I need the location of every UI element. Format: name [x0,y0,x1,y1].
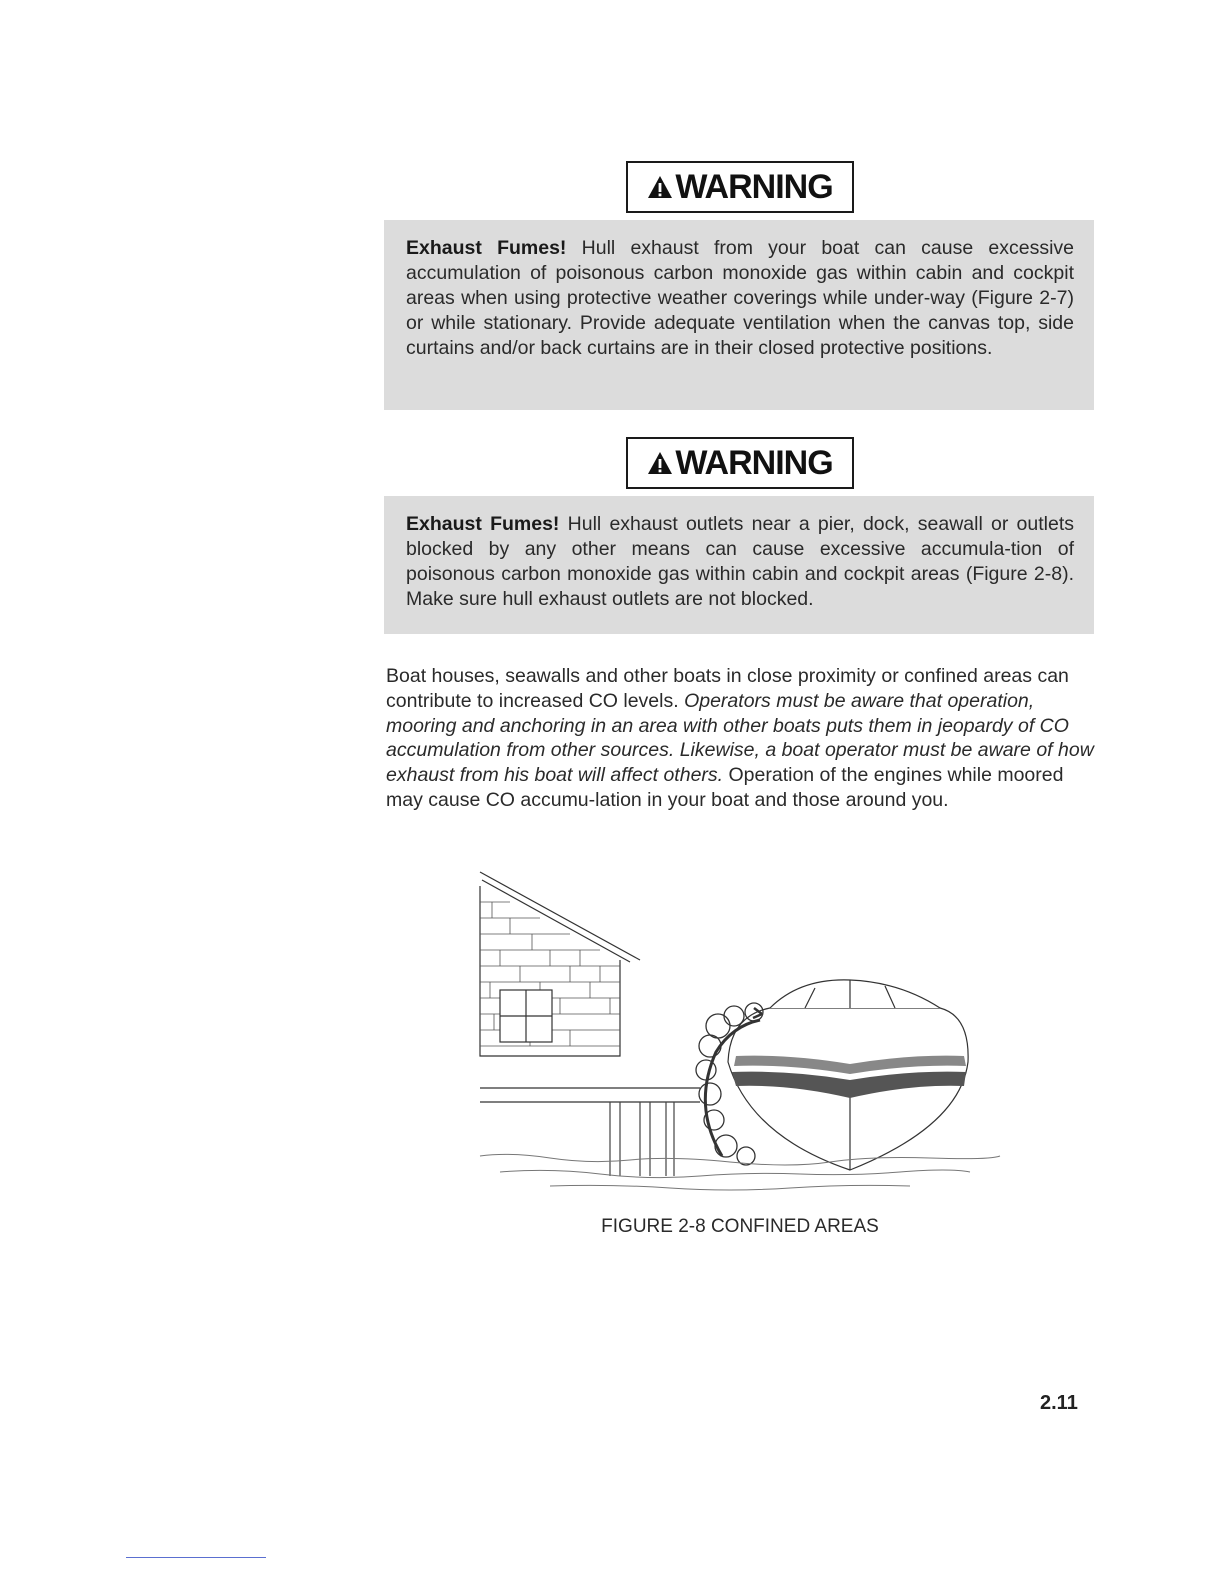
warning-label-2 [626,437,854,489]
figure-caption: FIGURE 2-8 CONFINED AREAS [601,1216,879,1237]
warning-text: Hull exhaust outlets near a pier, dock, seawall or outlets blocked by any other means can cause excessive accumula-tion of poisonous carbon monoxide gas within cabin and cockpit areas (Figure 2-8). Make sure hull exhaust outlets are not blocked. [406,513,1075,610]
warning-label-text: WARNING [675,167,833,206]
body-paragraph [386,664,1098,813]
warning-triangle-icon [647,451,673,475]
boat-windshield [770,980,940,1008]
page-number: 2.11 [1040,1392,1078,1414]
paragraph-emphasis: Operators must be aware that operation, mooring and anchoring in an area with other boats puts them in jeopardy of CO accumulation from other sources. Likewise, a boat operator must be aware of how exhaust from his boat will affect others. [386,689,1094,787]
warning-box-1 [384,220,1094,410]
house-roof-line [480,872,640,960]
footer-rule [126,1557,266,1558]
warning-label-1 [626,161,854,213]
warning-label-text: WARNING [675,443,833,482]
warning-lead: Exhaust Fumes! [406,237,567,259]
paragraph-end: Operation of the engines while moored may cause CO accumu-lation in your boat and those around you. [386,764,1064,811]
paragraph-start: Boat houses, seawalls and other boats in close proximity or confined areas can contribute to increased CO levels. [386,665,1069,712]
warning-triangle-icon [647,175,673,199]
warning-box-2 [384,496,1094,634]
warning-text: Hull exhaust from your boat can cause excessive accumulation of poisonous carbon monoxide gas within cabin and cockpit areas when using protective weather coverings while under-way (Figure 2-7) or while stationary. Provide adequate ventilation when the canvas top, side curtains and/or back curtains are in their closed protective positions. [406,237,1074,359]
confined-areas-illustration [470,866,1010,1206]
water-lines [480,1154,1000,1190]
warning-lead: Exhaust Fumes! [406,513,560,535]
